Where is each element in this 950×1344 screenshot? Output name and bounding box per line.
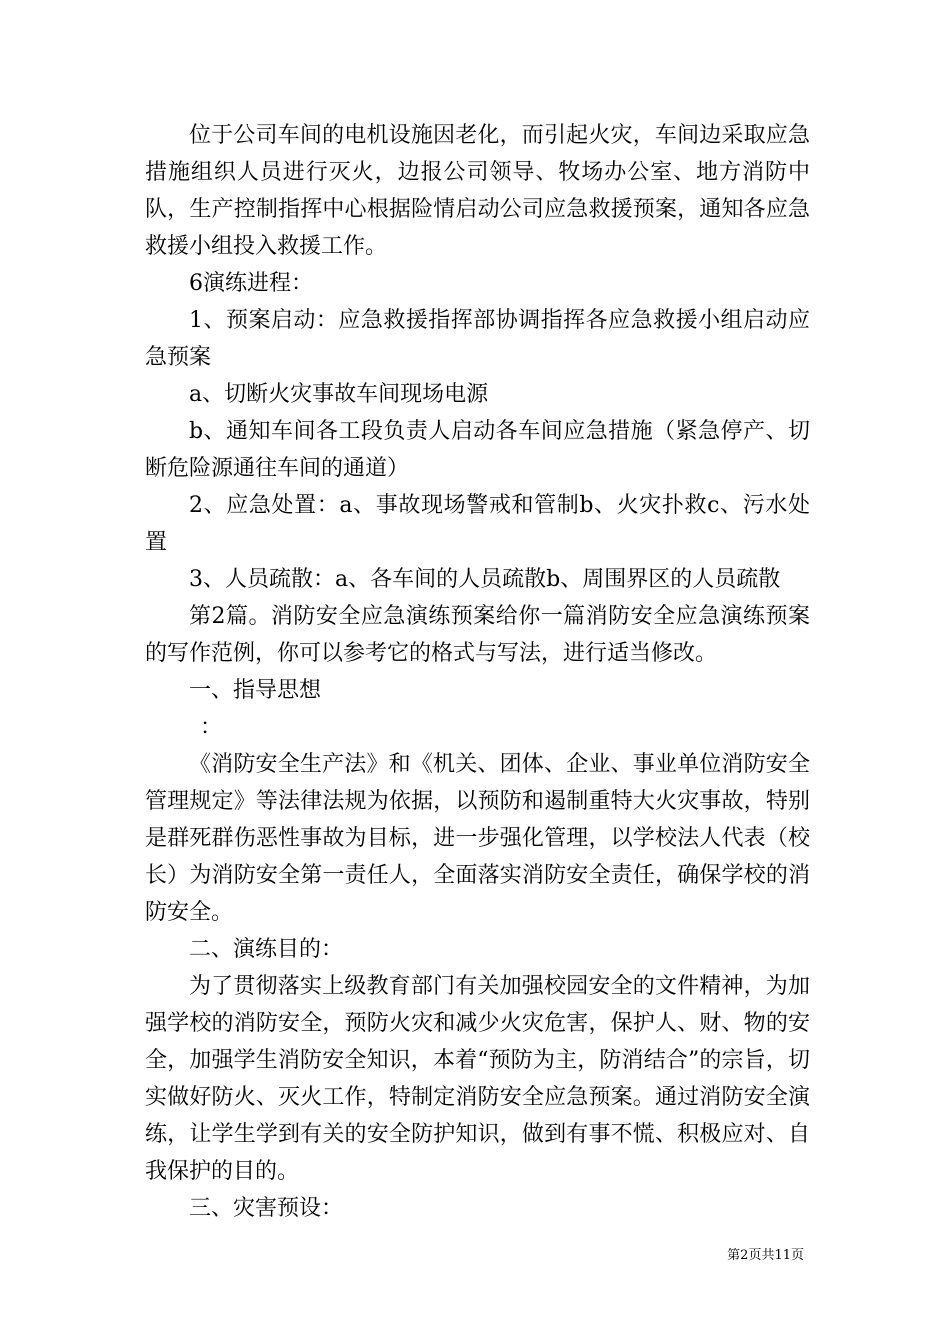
- page-number: 第2页共11页: [727, 1248, 804, 1263]
- paragraph-notify-workshops: b、通知车间各工段负责人启动各车间应急措施（紧急停产、切断危险源通往车间的通道）: [145, 419, 810, 481]
- heading-disaster-scenario: 三、灾害预设：: [189, 1196, 344, 1221]
- paragraph-drill-purpose: 为了贯彻落实上级教育部门有关加强校园安全的文件精神，为加强学校的消防安全，预防火灾和减少火灾危害，保护人、财、物的安全，加强学生消防安全知识，本着“预防为主，防消结合”的宗旨，切实做好防火、灭火工作，特制定消防安全应急预案。通过消防安全演练，让学生学到有关的安全防护知识，做到有事不慌、积极应对、自我保护的目的。: [145, 974, 810, 1184]
- document-body: [145, 117, 810, 1227]
- paragraph-second-article-intro: 第2篇。消防安全应急演练预案给你一篇消防安全应急演练预案的写作范例，你可以参考它的格式与写法，进行适当修改。: [145, 604, 810, 666]
- paragraph-cut-power: a、切断火灾事故车间现场电源: [189, 382, 489, 407]
- paragraph-plan-activation: 1、预案启动：应急救援指挥部协调指挥各应急救援小组启动应急预案: [145, 308, 810, 370]
- paragraph-incident-description: 位于公司车间的电机设施因老化，而引起火灾，车间边采取应急措施组织人员进行灭火，边报公司领导、牧场办公室、地方消防中队，生产控制指挥中心根据险情启动公司应急救援预案，通知各应急救援小组投入救援工作。: [145, 123, 810, 259]
- paragraph-evacuation: 3、人员疏散：a、各车间的人员疏散b、周围界区的人员疏散: [189, 567, 781, 592]
- heading-drill-purpose: 二、演练目的：: [189, 937, 344, 962]
- paragraph-colon: ：: [200, 715, 223, 740]
- heading-guiding-ideology: 一、指导思想: [189, 678, 322, 703]
- paragraph-emergency-handling: 2、应急处置：a、事故现场警戒和管制b、火灾扑救c、污水处置: [145, 493, 810, 555]
- paragraph-legal-basis: 《消防安全生产法》和《机关、团体、企业、事业单位消防安全管理规定》等法律法规为依据，以预防和遏制重特大火灾事故，特别是群死群伤恶性事故为目标，进一步强化管理，以学校法人代表（校长）为消防安全第一责任人，全面落实消防安全责任，确保学校的消防安全。: [145, 752, 810, 925]
- paragraph-drill-process-heading: 6演练进程：: [189, 271, 313, 296]
